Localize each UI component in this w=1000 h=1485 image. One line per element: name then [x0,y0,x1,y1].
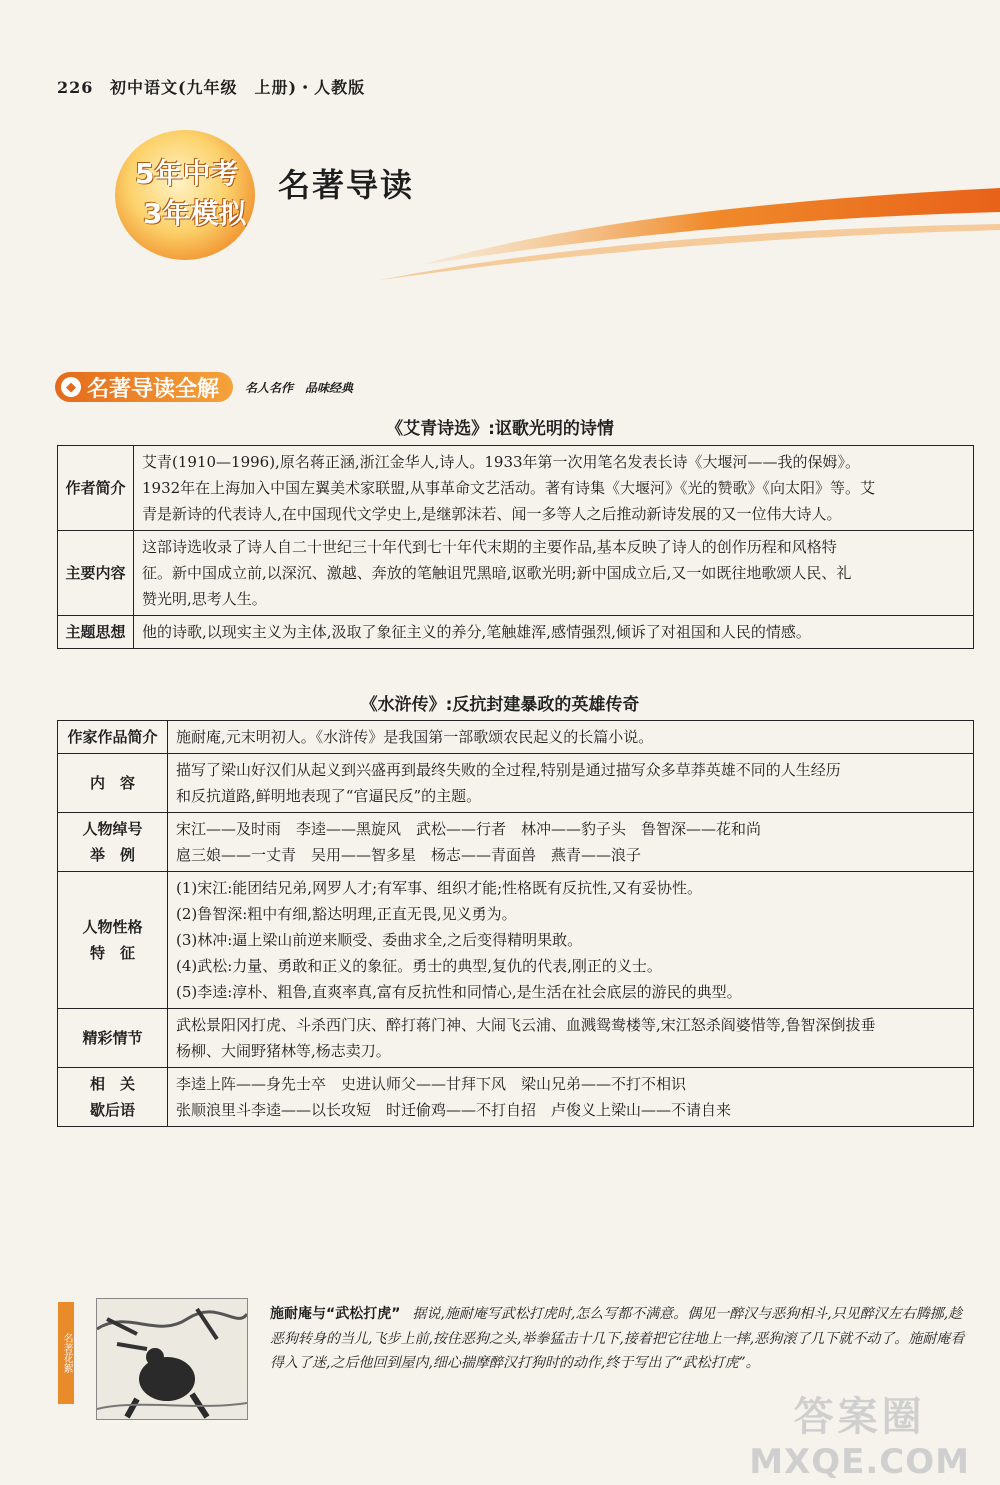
story-body: 据说,施耐庵写武松打虎时,怎么写都不满意。偶见一醉汉与恶狗相斗,只见醉汉左右腾挪,趁恶狗转身的当儿,飞步上前,按住恶狗之头,举拳猛击十几下,接着把它往地上一摔,恶狗滚了几下就不动了。施耐庵看得入了迷,之后他回到屋内,细心揣摩醉汉打狗时的动作,终于写出了“武松打虎”。 [270,1306,965,1371]
row-label-line: 主题思想 [65,623,126,641]
row-content [168,872,974,1009]
logo-line1: 5年中考 [135,157,239,190]
section-pill [55,372,233,402]
content-line: 扈三娘——一丈青 吴用——智多星 杨志——青面兽 燕青——浪子 [176,846,642,864]
row-label [58,531,134,616]
row-label [58,813,168,872]
table-row [58,813,974,872]
watermark-line1: 答案圈 [793,1394,926,1440]
row-label-line: 相 关 [89,1075,135,1093]
row-label [58,446,134,531]
content-line: 赞光明,思考人生。 [142,590,267,608]
table-row [58,721,974,754]
row-label-line: 作家作品简介 [67,728,158,746]
content-line: (1)宋江:能团结兄弟,网罗人才;有军事、组织才能;性格既有反抗性,又有妥协性。 [176,879,702,897]
row-content [134,446,974,531]
content-line: 宋江——及时雨 李逵——黑旋风 武松——行者 林冲——豹子头 鲁智深——花和尚 [176,820,762,838]
page-number: 226 [57,78,94,97]
row-label [58,1009,168,1068]
row-label-line: 内 容 [89,774,135,792]
content-line: 征。新中国成立前,以深沉、激越、奔放的笔触诅咒黑暗,讴歌光明;新中国成立后,又一如既往地歌颂人民、礼 [142,564,852,582]
row-label [58,754,168,813]
table2-title: 《水浒传》:反抗封建暴政的英雄传奇 [360,695,640,715]
content-line: 青是新诗的代表诗人,在中国现代文学史上,是继郭沫若、闻一多等人之后推动新诗发展的又一位伟大诗人。 [142,505,842,523]
tiger-illustration [96,1298,248,1420]
bullet-icon: ◆ [61,377,81,397]
row-label-line: 人物性格 [82,918,143,936]
content-line: 这部诗选收录了诗人自二十世纪三十年代到七十年代末期的主要作品,基本反映了诗人的创作历程和风格特 [142,538,837,556]
content-line: (4)武松:力量、勇敢和正义的象征。勇士的典型,复仇的代表,刚正的义士。 [176,957,662,975]
row-content [168,721,974,754]
brand-logo [115,130,255,260]
row-label [58,872,168,1009]
row-content [168,1068,974,1127]
table1 [57,445,974,649]
content-line: 武松景阳冈打虎、斗杀西门庆、醉打蒋门神、大闹飞云浦、血溅鸳鸯楼等,宋江怒杀阎婆惜等,鲁智深倒拔垂 [176,1016,876,1034]
table-row [58,616,974,649]
row-content [168,813,974,872]
story-side-tag: 名著花絮 [58,1302,74,1404]
row-content [134,531,974,616]
content-line: 他的诗歌,以现实主义为主体,汲取了象征主义的养分,笔触雄浑,感情强烈,倾诉了对祖国和人民的情感。 [142,623,811,641]
content-line: 张顺浪里斗李逵——以长攻短 时迁偷鸡——不打自招 卢俊义上梁山——不请自来 [176,1101,732,1119]
row-label-line: 歇后语 [89,1101,135,1119]
content-line: 李逵上阵——身先士卒 史进认师父——甘拜下风 梁山兄弟——不打不相识 [176,1075,687,1093]
table1-title: 《艾青诗选》:讴歌光明的诗情 [386,419,614,439]
watermark [749,1385,970,1482]
row-label-line: 人物绰号 [82,820,143,838]
section-tagline: 名人名作 品味经典 [245,380,354,395]
content-line: 描写了梁山好汉们从起义到兴盛再到最终失败的全过程,特别是通过描写众多草莽英雄不同的人生经历 [176,761,841,779]
row-label-line: 主要内容 [65,564,126,582]
row-label [58,1068,168,1127]
row-label [58,616,134,649]
table-row [58,446,974,531]
table2 [57,720,974,1127]
section-badge-label: 名著导读全解 [87,376,220,402]
content-line: 艾青(1910—1996),原名蒋正涵,浙江金华人,诗人。1933年第一次用笔名发表长诗《大堰河——我的保姆》。 [142,453,861,471]
row-label-line: 作者简介 [65,479,126,497]
content-line: 杨柳、大闹野猪林等,杨志卖刀。 [176,1042,391,1060]
watermark-line2: MXQE.COM [749,1442,970,1482]
story-text [270,1302,970,1376]
content-line: 施耐庵,元末明初人。《水浒传》是我国第一部歌颂农民起义的长篇小说。 [176,728,654,746]
row-label-line: 举 例 [89,846,135,864]
content-line: (3)林冲:逼上梁山前逆来顺受、委曲求全,之后变得精明果敢。 [176,931,583,949]
page-header [57,75,365,98]
table-row [58,754,974,813]
row-content [134,616,974,649]
table-row [58,1068,974,1127]
table-row [58,1009,974,1068]
content-line: 和反抗道路,鲜明地表现了“官逼民反”的主题。 [176,787,482,805]
content-line: 1932年在上海加入中国左翼美术家联盟,从事革命文艺活动。著有诗集《大堰河》《光的赞歌》《向太阳》等。艾 [142,479,875,497]
book-info: 初中语文(九年级 上册)・人教版 [109,78,366,97]
row-label-line: 精彩情节 [82,1029,143,1047]
content-line: (2)鲁智深:粗中有细,豁达明理,正直无畏,见义勇为。 [176,905,517,923]
table-row [58,531,974,616]
row-content [168,1009,974,1068]
logo-line2: 3年模拟 [143,197,247,230]
content-line: (5)李逵:淳朴、粗鲁,直爽率真,富有反抗性和同情心,是生活在社会底层的游民的典型。 [176,983,742,1001]
row-content [168,754,974,813]
row-label-line: 特 征 [89,944,135,962]
section-badge [55,372,353,402]
table-row [58,872,974,1009]
chapter-title: 名著导读 [278,166,415,204]
row-label [58,721,168,754]
story-title: 施耐庵与“武松打虎” [270,1306,401,1322]
